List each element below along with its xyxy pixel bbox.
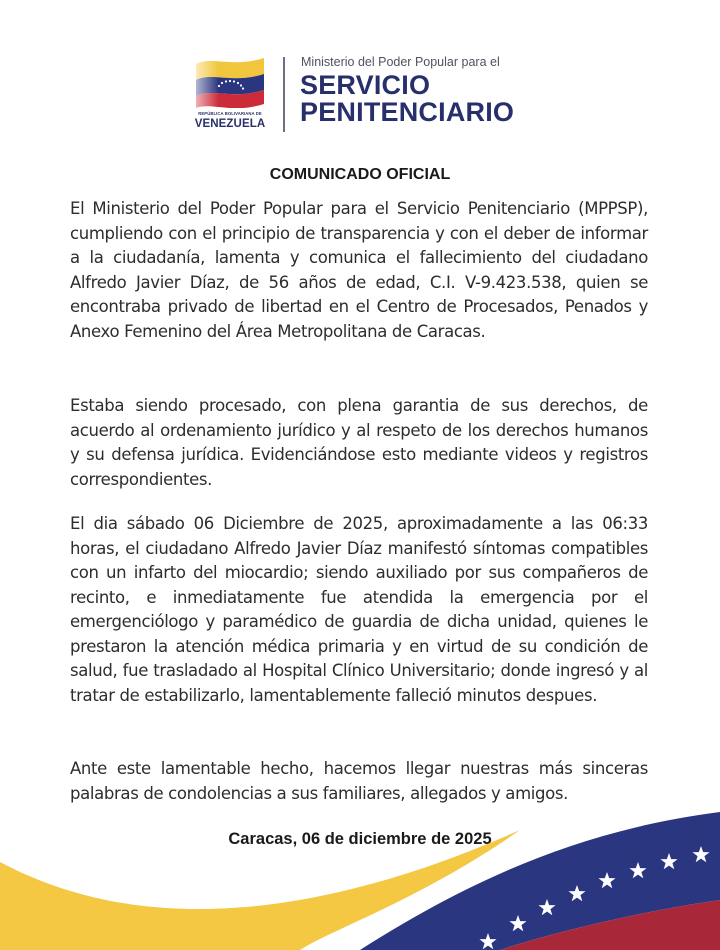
ministry-line: Ministerio del Poder Popular para el xyxy=(301,55,500,69)
ministry-name-line2: PENITENCIARIO xyxy=(300,97,515,127)
ministry-name-line1: SERVICIO xyxy=(300,70,431,100)
venezuela-flag-icon xyxy=(192,54,268,108)
ministry-name xyxy=(300,72,514,126)
venezuela-flag-wave xyxy=(0,790,720,950)
country-caption: VENEZUELA xyxy=(194,118,266,130)
ministry-header xyxy=(190,52,535,136)
venezuela-logo xyxy=(190,52,270,136)
paragraph-events: El dia sábado 06 Diciembre de 2025, aproximadamente a las 06:33 horas, el ciudadano Alfredo Javier Díaz manifestó síntomas compatibles con un infarto del miocardio; siendo auxiliado por sus compañeros de recinto, e inmediatamente fue atendida la emergencia por el emergenciólogo y paramédico de guardia de dicha unidad, quienes le prestaron la atención médica primaria y en virtud de su condición de salud, fue trasladado al Hospital Clínico Universitario; donde ingresó y al tratar de estabilizarlo, lamentablemente falleció minutos despues. xyxy=(70,514,648,705)
paragraph-process: Estaba siendo procesado, con plena garantia de sus derechos, de acuerdo al ordenamiento jurídico y al respeto de los derechos humanos y su defensa jurídica. Evidenciándose esto mediante videos y registros correspondientes. xyxy=(70,396,648,489)
document-title: COMUNICADO OFICIAL xyxy=(269,166,451,183)
header-divider xyxy=(283,57,285,132)
place-date-signature: Caracas, 06 de diciembre de 2025 xyxy=(228,830,492,848)
paragraph-condolences: Ante este lamentable hecho, hacemos llegar nuestras más sinceras palabras de condolencias a sus familiares, allegados y amigos. xyxy=(70,759,648,803)
paragraph-announcement: El Ministerio del Poder Popular para el Servicio Penitenciario (MPPSP), cumpliendo con el principio de transparencia y con el deber de informar a la ciudadanía, lamenta y comunica el fallecimiento del ciudadano Alfredo Javier Díaz, de 56 años de edad, C.I. V-9.423.538, quien se encontraba privado de libertad en el Centro de Procesados, Penados y Anexo Femenino del Área Metropolitana de Caracas. xyxy=(70,199,648,341)
country-caption-small: REPÚBLICA BOLIVARIANA DE xyxy=(198,111,262,116)
